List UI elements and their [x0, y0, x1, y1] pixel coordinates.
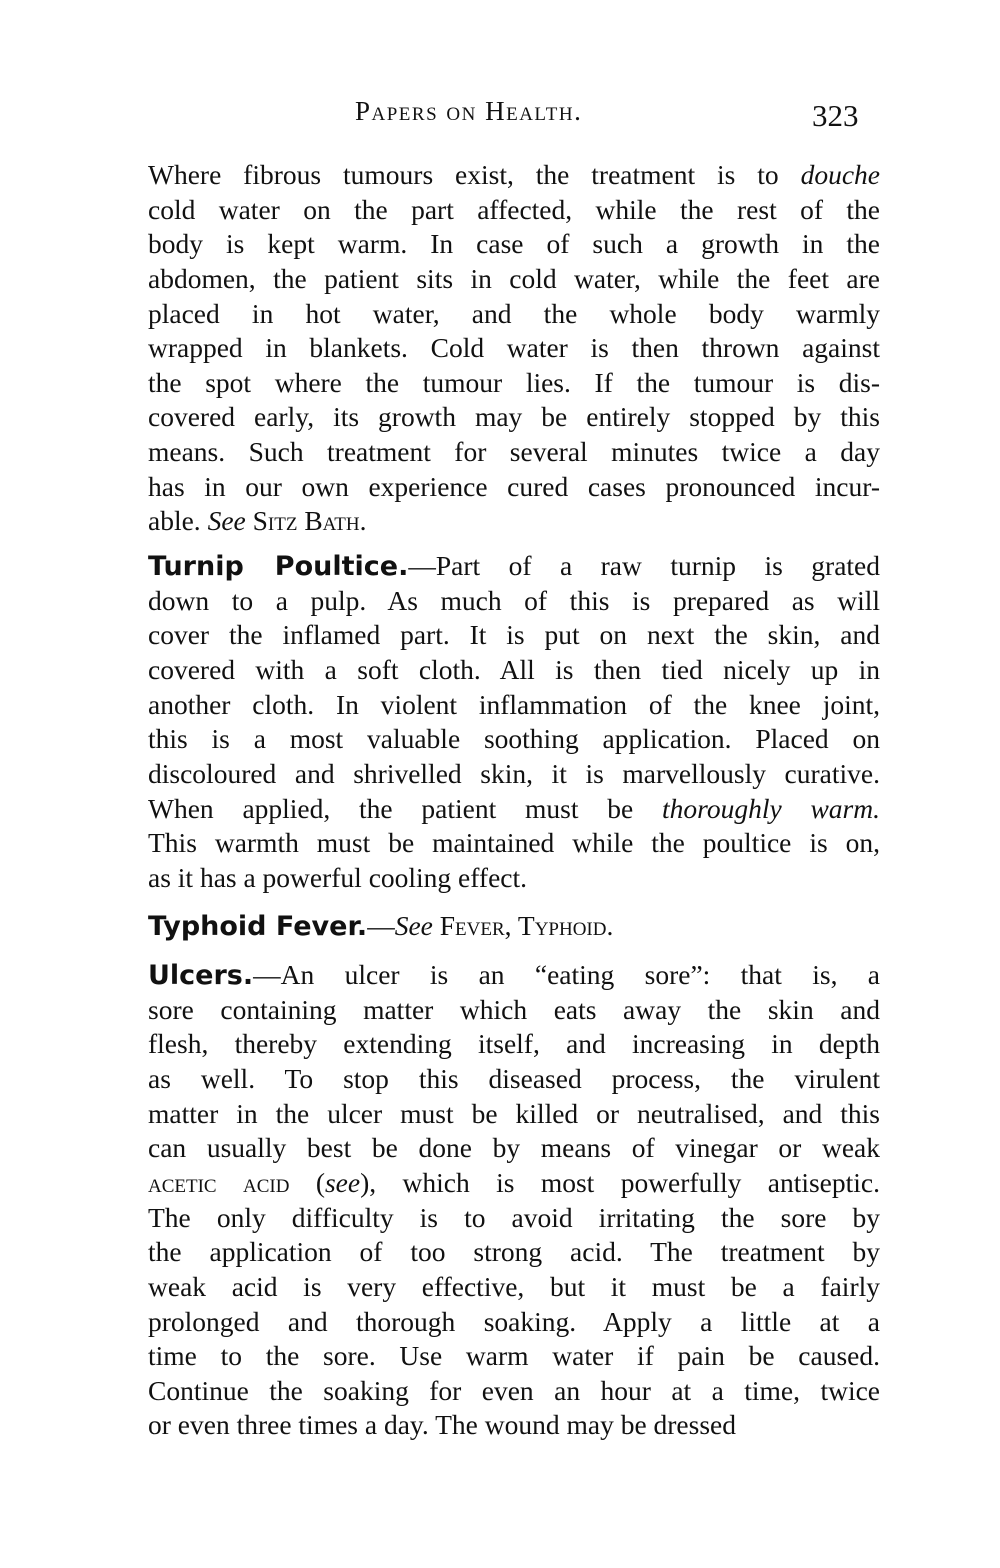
text-run: —: [367, 910, 395, 942]
text-line: [148, 861, 880, 896]
text-line: [148, 1062, 880, 1097]
text-run: —An ulcer is an “eating sore”: that is, a: [253, 959, 880, 991]
text-line: [148, 1305, 880, 1340]
text-run: weak acid is very effective, but it must be a fairly: [148, 1270, 880, 1302]
entry-headword: Ulcers.: [148, 960, 254, 992]
text-line: [148, 826, 880, 861]
text-line: [148, 757, 880, 792]
text-line: [148, 1131, 880, 1166]
text-run: cover the inflamed part. It is put on next the skin, and: [148, 619, 880, 651]
text-line: [148, 435, 880, 470]
italic-run: see: [324, 1166, 361, 1198]
text-line: [148, 1374, 880, 1409]
text-run: abdomen, the patient sits in cold water, while the feet are: [148, 262, 880, 294]
running-title: Papers on Health.: [355, 96, 583, 126]
text-line: [148, 688, 880, 723]
text-line: [148, 792, 880, 827]
italic-run: douche: [800, 159, 880, 190]
text-run: down to a pulp. As much of this is prepared as will: [148, 584, 880, 616]
italic-run: See: [207, 505, 246, 537]
italic-run: thoroughly warm.: [662, 792, 880, 824]
entry-headword: Turnip Poultice.: [148, 551, 409, 583]
text-run: as it has a powerful cooling effect.: [148, 861, 528, 893]
text-line: [148, 366, 880, 401]
text-run: covered early, its growth may be entirely stopped by this: [148, 401, 880, 433]
text-run: When applied, the patient must be: [148, 792, 663, 824]
text-line: [148, 1339, 880, 1374]
text-run: [246, 505, 253, 536]
text-run: time to the sore. Use warm water if pain be caused.: [148, 1340, 880, 1372]
text-run: (: [289, 1166, 325, 1198]
text-run: matter in the ulcer must be killed or neutralised, and this: [148, 1097, 880, 1129]
text-run: —Part of a raw turnip is grated: [408, 550, 880, 582]
text-run: Continue the soaking for even an hour at a time, twice: [148, 1374, 880, 1406]
text-line: [148, 400, 880, 435]
text-line: [148, 722, 880, 757]
text-run: sore containing matter which eats away the skin and: [148, 993, 880, 1025]
text-line: [148, 584, 880, 619]
text-run: The only difficulty is to avoid irritating the sore by: [148, 1201, 880, 1233]
page-number: 323: [812, 98, 859, 133]
text-run: covered with a soft cloth. All is then tied nicely up in: [148, 653, 880, 685]
text-run: this is a most valuable soothing application. Placed on: [148, 723, 880, 755]
text-run: can usually best be done by means of vinegar or weak: [148, 1132, 880, 1164]
text-run: the spot where the tumour lies. If the tumour is dis-: [148, 366, 880, 398]
paragraph-fibrous-tumours: [148, 158, 880, 539]
text-run: as well. To stop this diseased process, the virulent: [148, 1063, 880, 1095]
paragraph-gap: [148, 895, 880, 909]
text-run: prolonged and thorough soaking. Apply a little at a: [148, 1305, 880, 1337]
text-line: [148, 1097, 880, 1132]
text-run: the application of too strong acid. The treatment by: [148, 1236, 880, 1268]
page-header: [0, 96, 1000, 136]
text-line: [148, 1166, 880, 1201]
text-line: [148, 1235, 880, 1270]
small-caps-run: acetic acid: [148, 1166, 290, 1198]
text-run: or even three times a day. The wound may be dressed: [148, 1409, 737, 1441]
text-line: [148, 958, 880, 993]
text-line: [148, 158, 880, 193]
text-run: flesh, thereby extending itself, and increasing in depth: [148, 1028, 880, 1060]
text-line: [148, 470, 880, 505]
text-line: [148, 193, 880, 228]
italic-run: See: [394, 910, 433, 942]
paragraph-ulcers: [148, 958, 880, 1443]
text-run: has in our own experience cured cases pronounced incur-: [148, 470, 880, 502]
text-line: [148, 331, 880, 366]
text-run: discoloured and shrivelled skin, it is marvellously curative.: [148, 757, 880, 789]
small-caps-run: Sitz Bath.: [252, 505, 367, 537]
text-run: body is kept warm. In case of such a growth in the: [148, 228, 880, 260]
text-run: This warmth must be maintained while the poultice is on,: [148, 827, 880, 859]
text-line: [148, 909, 880, 944]
text-run: wrapped in blankets. Cold water is then thrown against: [148, 332, 880, 364]
text-line: [148, 262, 880, 297]
text-run: [433, 910, 440, 941]
text-line: [148, 1201, 880, 1236]
entry-headword: Typhoid Fever.: [148, 911, 368, 943]
small-caps-run: Fever, Typhoid.: [439, 910, 614, 942]
paragraph-turnip-poultice: [148, 549, 880, 895]
text-line: [148, 618, 880, 653]
text-line: [148, 1027, 880, 1062]
paragraph-gap: [148, 539, 880, 549]
text-line: [148, 1408, 880, 1443]
text-line: [148, 504, 880, 539]
text-line: [148, 993, 880, 1028]
text-run: able.: [148, 505, 208, 537]
text-run: ), which is most powerfully antiseptic.: [360, 1166, 880, 1198]
text-run: placed in hot water, and the whole body warmly: [148, 297, 880, 329]
text-line: [148, 653, 880, 688]
text-line: [148, 227, 880, 262]
text-run: cold water on the part affected, while the rest of the: [148, 193, 880, 225]
text-line: [148, 549, 880, 584]
paragraph-gap: [148, 944, 880, 958]
text-run: Where fibrous tumours exist, the treatment is to: [148, 159, 801, 190]
text-run: another cloth. In violent inflammation of the knee joint,: [148, 688, 880, 720]
text-run: means. Such treatment for several minutes twice a day: [148, 436, 880, 468]
text-line: [148, 297, 880, 332]
body-text: [148, 158, 880, 1443]
text-line: [148, 1270, 880, 1305]
paragraph-typhoid-fever: [148, 909, 880, 944]
